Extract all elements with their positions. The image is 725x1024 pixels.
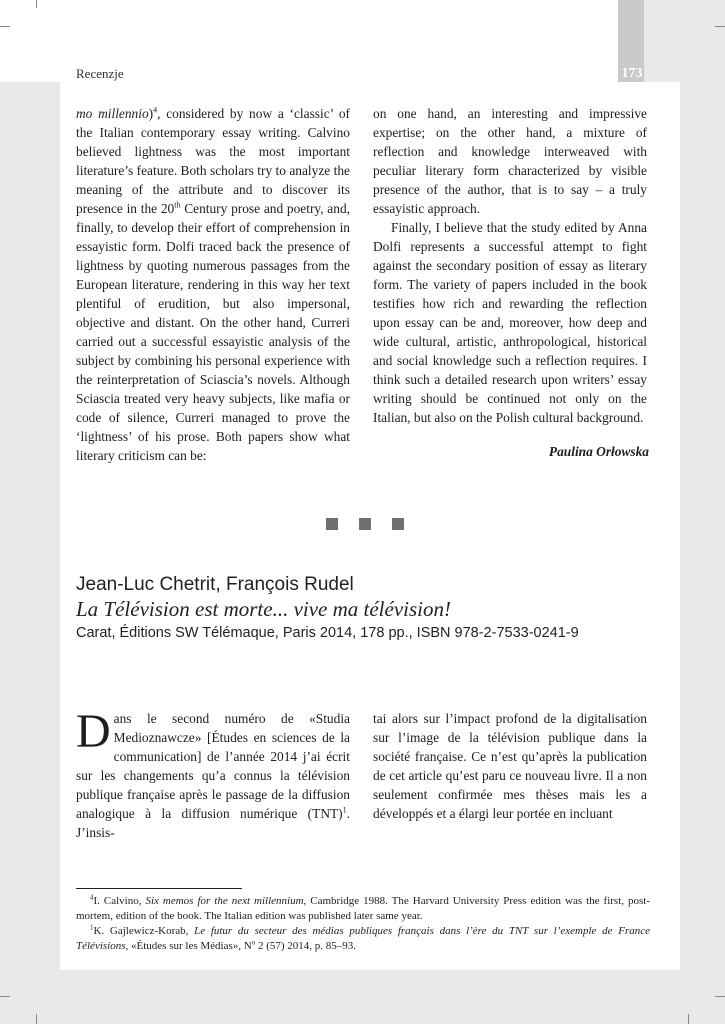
review1-left-text-1: , considered by now a ‘classic’ of the Italian contemporary essay writing. Calvino believed lightness was the most important literature’s feature. Both scholars try to analyze the meaning of the attribute and to discover its presence in the 20 [76, 106, 350, 216]
footnote-superscript: o [251, 938, 256, 947]
footnote-text: K. Gajlewicz-Korab, [93, 925, 195, 937]
crop-mark [688, 1014, 689, 1024]
drop-cap: D [76, 705, 111, 758]
review2-left-text-end: . J’insis- [76, 806, 350, 840]
review2-left-paragraph [76, 705, 350, 842]
footnote-text: , Cambridge 1988. The Harvard University Press edition was the first, post-mortem, edition of the book. The Italian edition was published later same year. [76, 895, 650, 922]
footnote-text: 2 (57) 2014, p. 85–93. [255, 940, 357, 952]
crop-mark [36, 1014, 37, 1024]
footnote-ref-1[interactable]: 1 [342, 805, 347, 815]
crop-mark [715, 26, 725, 27]
footnote-title: Le futur du secteur des médias publiques français dans l’ère du TNT sur l’exemple de France Télévisions [76, 925, 650, 952]
book-authors: Jean-Luc Chetrit, François Rudel [76, 574, 354, 595]
separator-square [326, 518, 338, 530]
crop-mark [715, 996, 725, 997]
footnote-title: Six memos for the next millennium [145, 895, 304, 907]
crop-mark [36, 0, 37, 8]
calvino-title-fragment: mo millennio [76, 106, 149, 121]
footnote-text: , «Études sur les Médias», N [125, 940, 252, 952]
footnotes [76, 894, 650, 954]
review1-right-paragraph-1: on one hand, an interesting and impressive expertise; on the other hand, a mixture of reflection and knowledge interweaved with peculiar literary form characterized by visible presence of the author, that is to say – a truly essayistic approach. [373, 106, 647, 216]
section-separator [326, 518, 404, 530]
ordinal-suffix: th [174, 200, 181, 210]
page-number: 173 [621, 66, 643, 81]
footnote-1 [76, 924, 650, 954]
running-head: Recenzje [76, 66, 124, 81]
review2-right-paragraph: tai alors sur l’impact profond de la digitalisation sur l’image de la télévision publique dans la société française. Ce n’est qu’après la publication de cet article qu’est paru ce nouveau livre. Il a non seulement confirmée mes thèses mais les a développés et a élargi leur portée en incluant [373, 711, 647, 821]
review2-left-text: ans le second numéro de «Studia Medioznawcze» [Études en sciences de la communication] de l’année 2014 j’ai écrit sur les changements qu’a connus la télévision publique française après le passage de la diffusion analogique à la diffusion numérique (TNT) [76, 711, 350, 821]
review2-heading [76, 573, 676, 644]
review1-right-paragraph-2: Finally, I believe that the study edited by Anna Dolfi represents a successful attempt to fight against the secondary position of essay as literary form. The variety of papers included in the book testifies how rich and rewarding the reflection upon essay can be and, moreover, how deep and wide cultural, artistic, anthropological, historical and social knowledge such a reflection requires. I think such a detailed research upon writers’ essay writing should be continued not only on the Italian, but also on the Polish cultural background. [373, 220, 647, 425]
crop-mark [0, 996, 10, 997]
review1-left-text-2: Century prose and poetry, and, finally, to develop their effort of comprehension in essayistic form. Dolfi traced back the presence of lightness by quoting numerous passages from the European literature, rendering in this way her text plentiful of erudition, but also impersonal, objective and distant. On the other hand, Curreri carried out a successful essayistic analysis of the subject by combining his personal experience with the reinterpretation of Sciascia’s novels. Although Sciascia treated very heavy subjects, like mafia or code of silence, Curreri managed to prove the ‘lightness’ of his prose. Both papers show what literary criticism can be: [76, 201, 350, 463]
separator-square [392, 518, 404, 530]
review1-right-column [373, 104, 647, 427]
separator-square [359, 518, 371, 530]
review1-left-column [76, 104, 350, 465]
footnote-number: 1 [90, 923, 94, 932]
footnote-number: 4 [90, 893, 94, 902]
footnote-divider [76, 888, 242, 889]
publication-info: Carat, Éditions SW Télémaque, Paris 2014, 178 pp., ISBN 978-2-7533-0241-9 [76, 625, 579, 641]
review2-right-column [373, 709, 647, 823]
footnote-4 [76, 894, 650, 924]
review1-left-paragraph [76, 104, 350, 465]
crop-mark [0, 26, 10, 27]
reviewer-signature: Paulina Orłowska [548, 444, 649, 459]
review2-left-column [76, 705, 350, 842]
footnote-ref-4[interactable]: 4 [153, 105, 158, 115]
book-title: La Télévision est morte... vive ma télévision! [76, 597, 451, 621]
footnote-text: I. Calvino, [93, 895, 146, 907]
paren: ) [148, 106, 154, 121]
